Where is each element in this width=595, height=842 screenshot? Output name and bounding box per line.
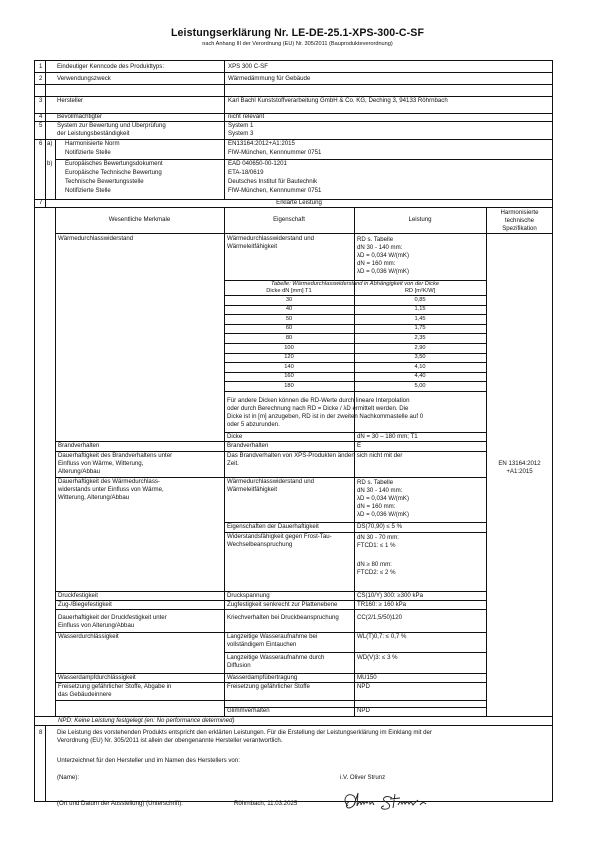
interpolation-note: Für andere Dicken können die RD-Werte durch lineare Interpolation: [227, 397, 410, 404]
row-number: 7: [39, 199, 43, 206]
feature-water: Wasserdurchlässigkeit: [58, 633, 119, 640]
performance-value: MU150: [357, 674, 377, 681]
signed-for-statement: Unterzeichnet für den Hersteller und im Namen des Herstellers von:: [57, 757, 240, 764]
performance-value: dN ≥ 80 mm:: [357, 561, 392, 568]
thickness-cell: 40: [285, 306, 293, 313]
feature-fire-durability: Einfluss von Wärme, Witterung,: [58, 460, 144, 467]
avcp-value: System 3: [228, 130, 254, 137]
npd-note: NPD: Keine Leistung festgelegt (en: No performance determined): [58, 717, 235, 724]
notified-body-value: FIW-München, Kennnummer 0751: [228, 149, 322, 156]
column-divider: [55, 139, 56, 199]
representative-value: nicht relevant: [228, 113, 265, 120]
feature-resistance-durability: Dauerhaftigkeit des Wärmedurchlass-: [58, 478, 160, 485]
feature-dangerous-substances: Freisetzung gefährlicher Stoffe, Abgabe in: [58, 683, 172, 690]
performance-value: NPD: [357, 707, 370, 714]
ead-label: Europäisches Bewertungsdokument: [65, 160, 163, 167]
feature-resistance-durability: widerstands unter Einfluss von Wärme,: [58, 486, 164, 493]
column-header-eigenschaft: Eigenschaft: [273, 216, 305, 223]
name-label: (Name):: [57, 774, 80, 781]
notified-body-value: FIW-München, Kennnummer 0751: [228, 187, 322, 194]
property-label: Freisetzung gefährlicher Stoffe: [227, 683, 310, 690]
performance-value: dN = 160 mm:: [357, 260, 396, 267]
intended-use-value: Wärmedämmung für Gebäude: [228, 75, 311, 82]
tab-value: Deutsches Institut für Bautechnik: [228, 178, 318, 185]
property-label: Langzeitige Wasseraufnahme bei: [227, 633, 318, 640]
harmonised-spec-value: +A1:2015: [506, 468, 533, 475]
property-label: Eigenschaften der Dauerhaftigkeit: [227, 523, 319, 530]
row-divider: [55, 609, 486, 610]
row-divider: [224, 391, 486, 392]
column-divider: [45, 725, 46, 802]
eta-label: Europäische Technische Bewertung: [65, 169, 162, 176]
thickness-cell: 140: [284, 363, 294, 370]
resistance-cell: 2,35: [414, 334, 426, 341]
row-divider: [55, 441, 486, 442]
property-label: Brandverhalten: [227, 442, 269, 449]
row-divider: [224, 652, 486, 653]
performance-value: λD = 0,036 W/(mK): [357, 268, 409, 275]
performance-value: DS(70,90) ≤ 5 %: [357, 523, 403, 530]
feature-creep: Dauerhaftigkeit der Druckfestigkeit unter: [58, 614, 167, 621]
harmonised-spec-value: EN 13164:2012: [498, 460, 541, 467]
performance-value: λD = 0,034 W/(mK): [357, 252, 409, 259]
declaration-statement: Verordnung (EU) Nr. 305/2011 ist allein der obengenannte Hersteller verantwortlich.: [57, 737, 283, 744]
thickness-cell: 60: [285, 325, 293, 332]
feature-fire-durability: Dauerhaftigkeit des Brandverhaltens unter: [58, 452, 173, 459]
property-label: Glimmverhalten: [227, 707, 270, 714]
place-date-value: Röhrnbach, 11.03.2025: [234, 800, 298, 807]
performance-value: RD s. Tabelle: [357, 236, 394, 243]
resistance-cell: 3,50: [414, 354, 426, 361]
performance-value: λD = 0,034 W/(mK): [357, 495, 409, 502]
thickness-cell: 180: [284, 382, 294, 389]
fire-durability-statement: Zeit.: [227, 460, 239, 467]
feature-fire-durability: Alterung/Abbau: [58, 468, 101, 475]
performance-value: CS(10/Y) 300: ≥300 kPa: [357, 592, 424, 599]
property-label: vollständigem Eintauchen: [227, 641, 297, 648]
feature-creep: Einfluss von Alterung/Abbau: [58, 622, 135, 629]
notified-body-label: Notifizierte Stelle: [65, 187, 111, 194]
row-divider: [34, 725, 553, 726]
resistance-cell: 4,40: [414, 373, 426, 380]
property-label: Wärmedurchlasswiderstand und: [227, 478, 315, 485]
performance-value: dN = 160 mm:: [357, 503, 396, 510]
avcp-label: System zur Bewertung und Überprüfung: [57, 122, 166, 129]
product-code-value: XPS 300 C-SF: [228, 63, 268, 70]
performance-value: E: [357, 442, 362, 449]
resistance-cell: 1,75: [414, 325, 426, 332]
resistance-cell: 5,00: [414, 382, 426, 389]
feature-compressive: Druckfestigkeit: [58, 592, 98, 599]
handwritten-signature: [340, 790, 440, 816]
thickness-cell: 50: [285, 315, 293, 322]
row-divider: [34, 72, 553, 73]
performance-value: FTCD1: ≤ 1 %: [357, 542, 396, 549]
intended-use-label: Verwendungszweck: [57, 75, 111, 82]
performance-value: NPD: [357, 683, 370, 690]
manufacturer-label: Hersteller: [57, 97, 84, 104]
resistance-cell: 2,90: [414, 344, 426, 351]
interpolation-note: oder durch Berechnung nach RD = Dicke / λD ermittelt werden. Die: [227, 405, 409, 412]
property-label: Wechselbeanspruchung: [227, 541, 293, 548]
avcp-value: System 1: [228, 122, 254, 129]
interpolation-note: oder 5 abzurunden.: [227, 421, 280, 428]
property-label: Druckspannung: [227, 592, 270, 599]
feature-resistance-durability: Witterung, Alterung/Abbau: [58, 494, 130, 501]
feature-tensile: Zug-/Biegefestigkeit: [58, 601, 112, 608]
performance-value: dN 30 - 70 mm:: [357, 534, 399, 541]
resistance-cell: 1,45: [414, 315, 426, 322]
thickness-cell: 80: [285, 334, 293, 341]
performance-value: λD = 0,036 W/(mK): [357, 511, 409, 518]
performance-value: TR160: ≥ 160 kPa: [357, 601, 407, 608]
thickness-cell: 30: [285, 296, 293, 303]
feature-fire: Brandverhalten: [58, 442, 100, 449]
product-code-label: Eindeutiger Kenncode des Produkttyps:: [57, 63, 165, 70]
thickness-value: dN = 30 – 180 mm; T1: [357, 433, 418, 440]
harmonised-standard-label: Harmonisierte Norm: [65, 140, 120, 147]
property-label: Wärmedurchlasswiderstand und: [227, 235, 315, 242]
avcp-label: der Leistungsbeständigkeit: [57, 130, 130, 137]
thickness-cell: 120: [284, 354, 294, 361]
column-header-merkmale: Wesentliche Merkmale: [108, 216, 171, 223]
row-sublabel: b): [47, 160, 53, 167]
row-divider: [55, 700, 486, 701]
row-divider: [224, 432, 486, 433]
row-number: 1: [39, 63, 43, 70]
notified-body-label: Notifizierte Stelle: [65, 149, 111, 156]
row-number: 5: [39, 122, 43, 129]
property-label: Wärmeleitfähigkeit: [227, 243, 278, 250]
column-header-leistung: Leistung: [408, 216, 432, 223]
fire-durability-statement: Das Brandverhalten von XPS-Produkten ändert sich nicht mit der: [227, 452, 403, 459]
performance-value: RD s. Tabelle: [357, 479, 394, 486]
row-divider: [34, 113, 553, 114]
thickness-label: Dicke: [227, 433, 243, 440]
performance-value: WL(T)0,7: ≤ 0,7 %: [357, 633, 407, 640]
column-header-harmonised: technische: [504, 217, 535, 224]
column-divider: [55, 207, 56, 716]
ead-value: EAD 040650-00-1201: [228, 160, 287, 167]
feature-thermal-resistance: Wärmedurchlasswiderstand: [58, 235, 134, 242]
performance-value: FTCD2: ≤ 2 %: [357, 569, 396, 576]
eta-value: ETA-18/0619: [228, 169, 264, 176]
property-label: Widerstandsfähigkeit gegen Frost-Tau-: [227, 533, 332, 540]
property-label: Wasserdampfübertragung: [227, 674, 298, 681]
property-label: Langzeitige Wasseraufnahme durch: [227, 654, 325, 661]
column-divider: [45, 60, 46, 207]
declared-performance-heading: Erklärte Leistung: [276, 199, 322, 206]
resistance-cell: 1,15: [414, 306, 426, 313]
manufacturer-value: Karl Bachl Kunststoffverarbeitung GmbH & Co. KG, Deching 3, 94133 Röhrnbach: [228, 97, 448, 104]
interpolation-note: Dicke ist in [m] anzugeben, RD ist in der zweiten Nachkommastelle auf 0: [227, 413, 424, 420]
property-label: Zugfestigkeit senkrecht zur Plattenebene: [227, 601, 338, 608]
thickness-cell: 100: [284, 344, 294, 351]
declaration-statement: Die Leistung des vorstehenden Produkts entspricht den erklärten Leistungen. Für die Erstellung der Leistungserklärung im Einklang mit der: [57, 729, 432, 736]
row-number: 2: [39, 75, 43, 82]
resistance-cell: 4,10: [414, 363, 426, 370]
thickness-table-caption: Tabelle: Wärmedurchlasswiderstand in Abhängigkeit von der Dicke: [270, 281, 440, 287]
document-title: Leistungserklärung Nr. LE-DE-25.1-XPS-300-C-SF: [170, 27, 425, 39]
resistance-table-header: RD [m²K/W]: [404, 288, 436, 294]
property-label: Diffusion: [227, 662, 251, 669]
row-number: 6: [39, 140, 43, 147]
column-header-harmonised: Harmonisierte: [500, 209, 539, 216]
tab-label: Technische Bewertungsstelle: [65, 178, 144, 185]
feature-vapour: Wasserdampfdurchlässigkeit: [58, 674, 136, 681]
harmonised-standard-value: EN13164:2012+A1:2015: [228, 140, 295, 147]
resistance-cell: 0,85: [414, 296, 426, 303]
row-number: 3: [39, 97, 43, 104]
performance-value: WD(V)3: ≤ 3 %: [357, 654, 398, 661]
row-divider: [34, 207, 553, 208]
signatory-name: i.V. Oliver Strunz: [340, 774, 386, 781]
performance-value: CC(2/1,5/50)120: [357, 614, 403, 621]
column-divider: [224, 60, 225, 199]
row-divider: [55, 233, 553, 234]
property-label: Kriechverhalten bei Druckbeanspruchung: [227, 614, 339, 621]
row-number: 8: [39, 729, 43, 736]
row-sublabel: a): [47, 140, 53, 147]
place-date-label: (Ort und Datum der Ausstellung) (Unterschrift):: [57, 800, 183, 807]
row-divider: [34, 84, 553, 85]
row-number: 4: [39, 113, 43, 120]
performance-value: dN 30 - 140 mm:: [357, 487, 403, 494]
representative-label: Bevollmächtigter: [57, 113, 103, 120]
document-subtitle: nach Anhang III der Verordnung (EU) Nr. 305/2011 (Bauprodukteverordnung): [202, 41, 393, 47]
thickness-table-header: Dicke dN [mm] T1: [266, 288, 312, 294]
performance-value: dN 30 - 140 mm:: [357, 244, 403, 251]
column-header-harmonised: Spezifikation: [502, 225, 537, 232]
feature-dangerous-substances: das Gebäudeinnere: [58, 691, 112, 698]
thickness-cell: 160: [284, 373, 294, 380]
property-label: Wärmeleitfähigkeit: [227, 486, 278, 493]
